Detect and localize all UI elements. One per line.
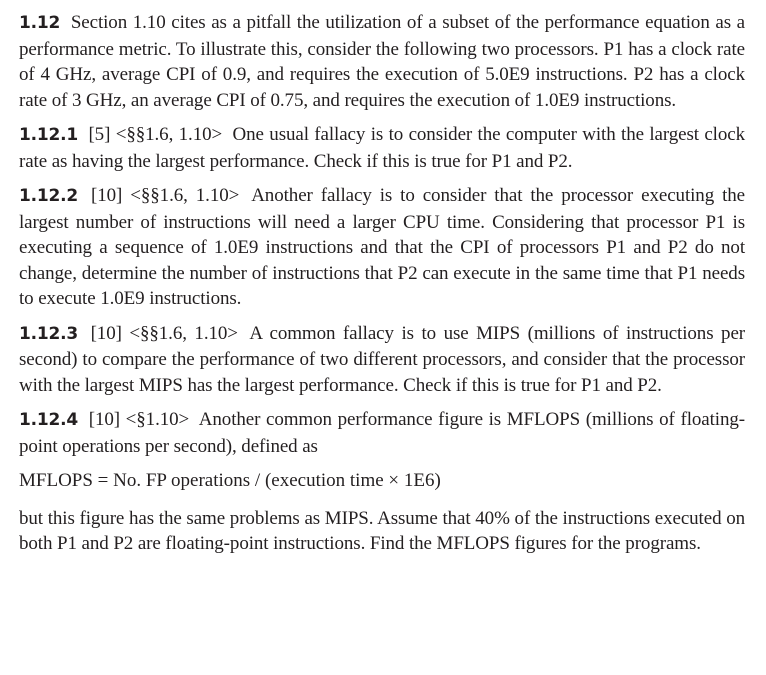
exercise-1-12-4 [19, 407, 745, 459]
exercise-text: Another common performance figure is MFLOPS (millions of floating-point operations per second), defined as [19, 409, 745, 457]
exercise-number: 1.12 [19, 13, 61, 33]
exercise-number: 1.12.2 [19, 186, 79, 206]
exercise-number: 1.12.3 [19, 323, 79, 344]
exercise-1-12-2 [19, 183, 745, 312]
exercise-number: 1.12.1 [19, 125, 79, 145]
exercise-text: A common fallacy is to use MIPS (millions of instructions per second) to compare the performance of two different processors, and consider that the processor with the largest MIPS has the largest performance. Check if this is true for P1 and P2. [19, 322, 746, 396]
exercise-text: Another fallacy is to consider that the processor executing the largest number of instructions will need a larger CPU time. Considering that processor P1 is executing a sequence of 1.0E9 instructions and that the CPI of processors P1 and P2 do not change, determine the number of instructions that P2 can execute in the same time that P1 needs to execute 1.0E9 instructions. [19, 185, 745, 309]
exercise-reference: [10] <§§1.6, 1.10> [90, 322, 238, 344]
exercise-1-12-3 [19, 321, 745, 399]
exercise-text: One usual fallacy is to consider the computer with the largest clock rate as having the largest performance. Check if this is true for P1 and P2. [19, 124, 745, 172]
exercise-1-12 [19, 10, 745, 113]
exercise-reference: [10] <§§1.6, 1.10> [91, 185, 240, 206]
exercise-reference: [10] <§1.10> [88, 409, 190, 430]
mflops-formula: MFLOPS = No. FP operations / (execution time × 1E6) [19, 470, 441, 491]
exercise-reference: [5] <§§1.6, 1.10> [88, 124, 223, 145]
exercise-1-12-4-continuation: but this figure has the same problems as MIPS. Assume that 40% of the instructions executed on both P1 and P2 are floating-point instructions. Find the MFLOPS figures for the programs. [19, 507, 745, 554]
exercise-1-12-1 [19, 122, 745, 174]
exercise-text: Section 1.10 cites as a pitfall the utilization of a subset of the performance equation as a performance metric. To illustrate this, consider the following two processors. P1 has a clock rate of 4 GHz, average CPI of 0.9, and requires the execution of 5.0E9 instructions. P2 has a clock rate of 3 GHz, an average CPI of 0.75, and requires the execution of 1.0E9 instructions. [19, 12, 745, 111]
exercise-number: 1.12.4 [19, 410, 79, 430]
exercise-page [19, 10, 745, 566]
